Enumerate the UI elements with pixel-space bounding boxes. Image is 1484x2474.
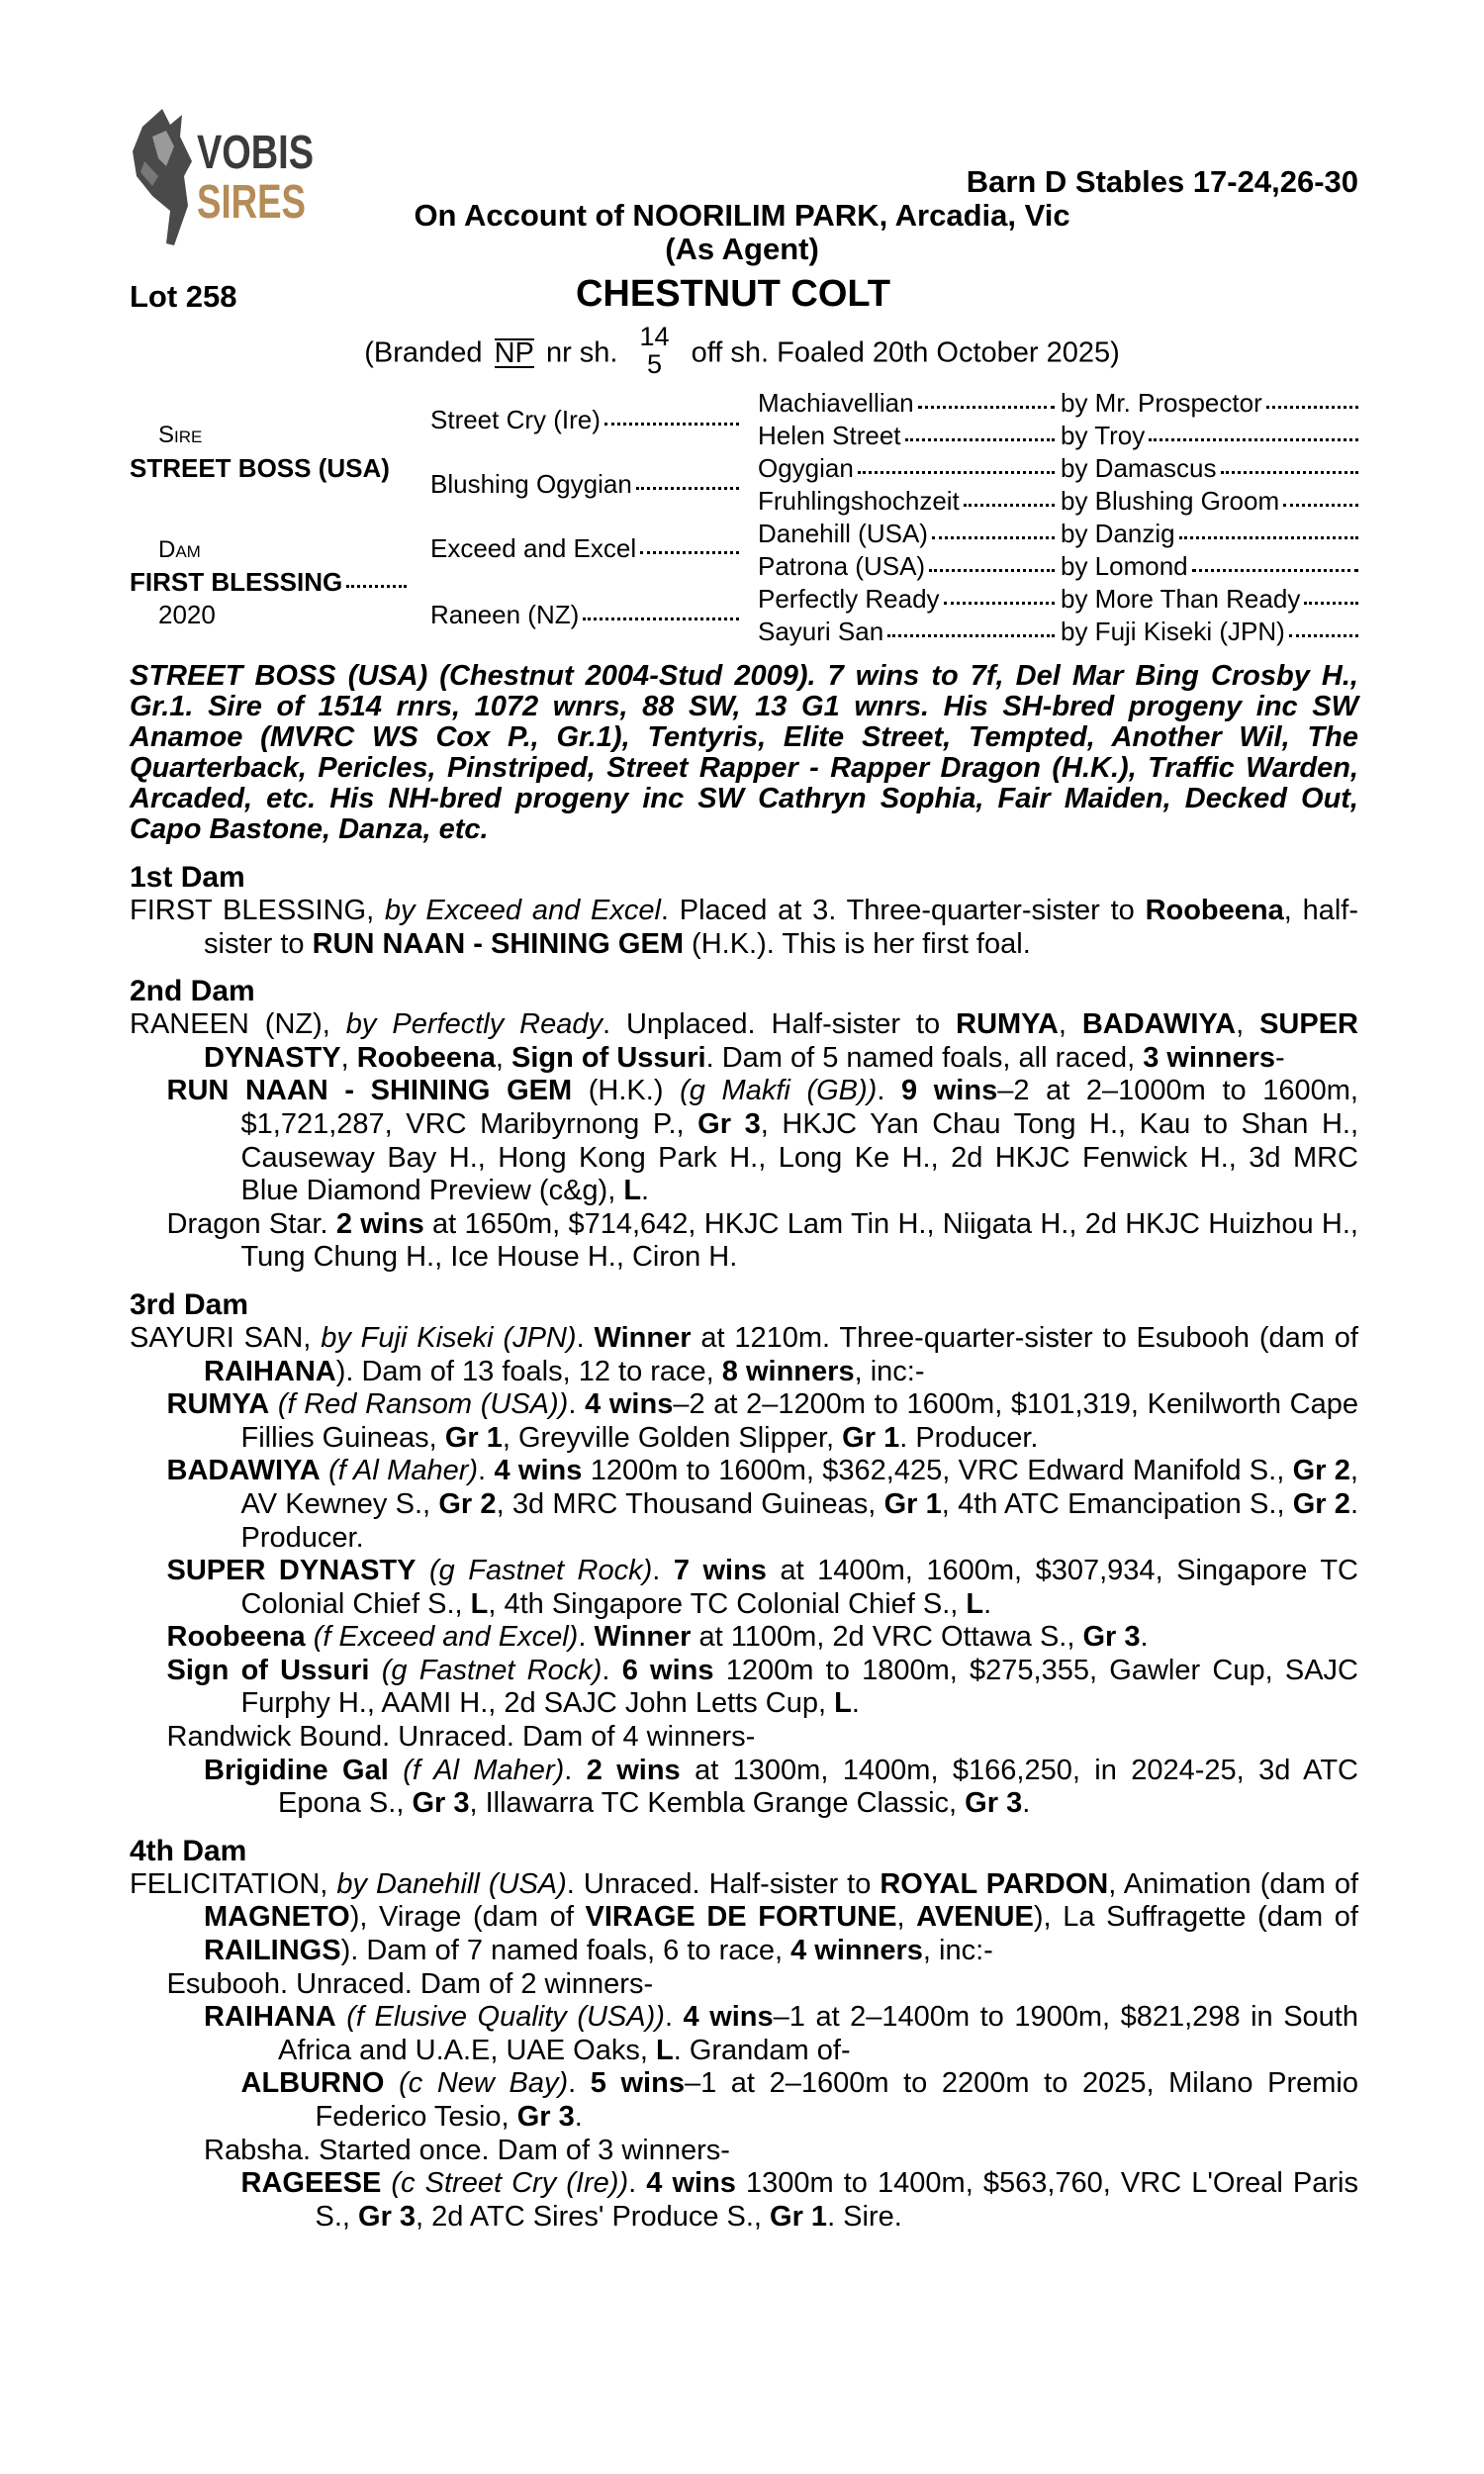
vendor-agent: (As Agent) xyxy=(665,232,819,266)
leader-dots xyxy=(1304,602,1358,605)
lineage-entry xyxy=(130,1208,1358,1275)
text xyxy=(369,1655,381,1686)
text xyxy=(385,2067,400,2099)
leader-dots xyxy=(944,602,1055,605)
bold-text: SUPER DYNASTY xyxy=(166,1555,417,1587)
bold-text: VIRAGE DE FORTUNE xyxy=(585,1901,897,1934)
bold-text: RAIHANA xyxy=(204,1355,336,1387)
bold-text: RUMYA xyxy=(166,1388,270,1421)
lineage-entry xyxy=(130,1721,1358,1755)
lineage-entry xyxy=(130,1555,1358,1621)
leader-dots xyxy=(929,569,1055,572)
text: FIRST BLESSING, xyxy=(130,895,385,926)
text: . xyxy=(628,2167,647,2200)
great-grandparent-name: Helen Street xyxy=(758,421,901,450)
bold-text: 7 wins xyxy=(673,1555,767,1587)
italic-text: by Danehill (USA) xyxy=(336,1867,567,1900)
great-grandparent-cell xyxy=(758,551,1055,581)
bold-text: RAGEESE xyxy=(240,2167,382,2200)
lineage-entry xyxy=(130,1388,1358,1455)
text: , xyxy=(495,1041,512,1074)
bold-text: 5 wins xyxy=(590,2067,685,2100)
text: . Dam of 5 named foals, all raced, xyxy=(705,1041,1144,1074)
text: Dragon Star. xyxy=(166,1207,336,1240)
text: . xyxy=(1140,1621,1149,1654)
grandparent-name: Raneen (NZ) xyxy=(430,600,580,629)
brand-mid: nr sh. xyxy=(545,336,618,369)
sire-label: Sire xyxy=(158,422,203,448)
bold-text: Gr 2 xyxy=(438,1487,497,1520)
bold-text: Winner xyxy=(594,1621,692,1654)
section-heading: 2nd Dam xyxy=(130,975,255,1008)
text xyxy=(321,1455,328,1486)
bold-text: 8 winners xyxy=(721,1355,855,1387)
grandparent-cell xyxy=(430,405,739,434)
great-grandparent-sire: by More Than Ready xyxy=(1061,584,1301,614)
great-grandparent-name: Sayuri San xyxy=(758,617,884,646)
section-heading: 3rd Dam xyxy=(130,1287,249,1321)
great-grandparent-sire-cell xyxy=(1061,486,1358,516)
bold-text: Gr 3 xyxy=(1082,1621,1141,1654)
text: , AV Kewney S., xyxy=(240,1455,1358,1520)
bold-text: RAIHANA xyxy=(204,2001,336,2034)
bold-text: 9 wins xyxy=(901,1075,998,1107)
bold-text: L xyxy=(655,2034,674,2066)
text: at 1650m, $714,642, HKJC Lam Tin H., Niigata H., 2d HKJC Huizhou H., Tung Chung H., Ice House H., Ciron H. xyxy=(240,1207,1358,1274)
lineage-entry xyxy=(130,2167,1358,2234)
text: , 2d ATC Sires' Produce S., xyxy=(416,2200,771,2233)
great-grandparent-sire-cell xyxy=(1061,453,1358,483)
text: . xyxy=(1022,1787,1031,1820)
bold-text: Gr 3 xyxy=(965,1787,1023,1820)
text: –2 at 2–1200m to 1600m, $101,319, Kenilworth Cape Fillies Guineas, xyxy=(240,1388,1358,1454)
bold-text: ALBURNO xyxy=(240,2067,385,2100)
text: at 1100m, 2d VRC Ottawa S., xyxy=(691,1621,1083,1654)
text: ). Dam of 13 foals, 12 to race, xyxy=(335,1355,722,1387)
text: –1 at 2–1400m to 1900m, $821,298 in South Africa and U.A.E, UAE Oaks, xyxy=(278,2001,1358,2066)
lot-title: CHESTNUT COLT xyxy=(575,273,891,315)
grandparent-cell xyxy=(430,469,739,499)
text: 1300m to 1400m, $563,760, VRC L'Oreal Paris S., xyxy=(315,2167,1358,2233)
lineage-entry xyxy=(130,2067,1358,2134)
text: . Unplaced. Half-sister to xyxy=(602,1008,957,1041)
bold-text: 3 winners xyxy=(1143,1041,1276,1074)
italic-text: (f Elusive Quality (USA)) xyxy=(346,2001,665,2034)
italic-text: by Exceed and Excel xyxy=(384,895,661,926)
bold-text: Gr 2 xyxy=(1292,1455,1350,1487)
great-grandparent-name: Fruhlingshochzeit xyxy=(758,486,960,516)
italic-text: (f Red Ransom (USA)) xyxy=(277,1388,569,1421)
lineage-entry xyxy=(130,1455,1358,1555)
dam-cell xyxy=(130,567,407,597)
text: , xyxy=(1236,1008,1260,1041)
text: Rabsha. Started once. Dam of 3 winners- xyxy=(204,2134,730,2166)
text: FELICITATION, xyxy=(130,1867,337,1900)
lineage-entry xyxy=(130,1968,1358,2002)
text xyxy=(417,1555,430,1586)
logo-text-sires: SIRES xyxy=(197,176,306,229)
bold-text: Gr 3 xyxy=(516,2101,575,2133)
bold-text: Roobeena xyxy=(166,1621,306,1654)
great-grandparent-sire-cell xyxy=(1061,421,1358,450)
leader-dots xyxy=(918,406,1055,409)
lineage-entry xyxy=(130,1075,1358,1207)
great-grandparent-sire: by Lomond xyxy=(1061,551,1188,581)
bold-text: Gr 1 xyxy=(842,1421,900,1454)
italic-text: (c New Bay) xyxy=(399,2067,569,2100)
grandparent-name: Blushing Ogygian xyxy=(430,469,632,499)
great-grandparent-cell xyxy=(758,453,1055,483)
bold-text: L xyxy=(834,1687,852,1720)
text: . xyxy=(664,2001,684,2034)
leader-dots xyxy=(346,585,407,588)
lineage-entry xyxy=(130,1322,1358,1388)
text: , xyxy=(896,1901,917,1934)
great-grandparent-sire-cell xyxy=(1061,388,1358,418)
text: , xyxy=(340,1041,357,1074)
text: . xyxy=(851,1687,860,1720)
italic-text: (c Street Cry (Ire)) xyxy=(391,2167,629,2200)
great-grandparent-cell xyxy=(758,486,1055,516)
italic-text: (f Al Maher) xyxy=(403,1754,565,1786)
text: , inc:- xyxy=(854,1355,925,1387)
great-grandparent-sire: by Fuji Kiseki (JPN) xyxy=(1061,617,1285,646)
text: - xyxy=(1275,1041,1285,1074)
leader-dots xyxy=(858,471,1055,474)
text: . xyxy=(576,1321,595,1354)
fraction-bottom: 5 xyxy=(647,349,663,379)
text: , xyxy=(1058,1008,1082,1041)
text: . Producer. xyxy=(899,1421,1039,1454)
bold-text: 4 wins xyxy=(585,1388,674,1421)
lineage-entry xyxy=(130,1621,1358,1655)
text: . Producer. xyxy=(240,1487,1358,1554)
bold-text: 4 winners xyxy=(790,1935,923,1967)
lineage-entry xyxy=(130,895,1358,961)
text xyxy=(306,1621,314,1653)
bold-text: Gr 3 xyxy=(697,1107,761,1140)
vendor-account xyxy=(0,198,1484,234)
leader-dots xyxy=(1192,569,1358,572)
great-grandparent-name: Patrona (USA) xyxy=(758,551,926,581)
brand-fraction xyxy=(640,323,670,378)
bold-text: Sign of Ussuri xyxy=(511,1041,706,1074)
bold-text: Gr 2 xyxy=(1292,1487,1350,1520)
bold-text: 6 wins xyxy=(621,1654,714,1686)
bold-text: ROYAL PARDON xyxy=(880,1867,1109,1900)
text: . xyxy=(568,2067,591,2100)
bold-text: 4 wins xyxy=(683,2001,774,2034)
leader-dots xyxy=(583,618,739,620)
text: , half-sister to xyxy=(204,895,1358,960)
italic-text: (g Fastnet Rock) xyxy=(429,1555,653,1587)
text xyxy=(389,1755,403,1786)
text: . Placed at 3. Three-quarter-sister to xyxy=(660,895,1146,926)
leader-dots xyxy=(905,438,1055,441)
text: at 1400m, 1600m, $307,934, Singapore TC Colonial Chief S., xyxy=(240,1555,1358,1620)
lineage-entry xyxy=(130,1655,1358,1721)
brand-line xyxy=(0,322,1484,382)
bold-text: 4 wins xyxy=(494,1455,583,1487)
lineage-entry xyxy=(130,2135,1358,2168)
grandparent-name: Exceed and Excel xyxy=(430,533,637,563)
leader-dots xyxy=(887,634,1055,637)
leader-dots xyxy=(640,551,739,554)
great-grandparent-sire: by Troy xyxy=(1061,421,1146,450)
bold-text: Sign of Ussuri xyxy=(166,1654,370,1686)
text: 1200m to 1600m, $362,425, VRC Edward Manifold S., xyxy=(582,1455,1293,1487)
bold-text: SUPER DYNASTY xyxy=(204,1008,1358,1074)
text xyxy=(269,1388,278,1420)
bold-text: L xyxy=(470,1587,489,1620)
leader-dots xyxy=(1221,471,1359,474)
text: (H.K.). This is her first foal. xyxy=(683,927,1031,960)
great-grandparent-name: Machiavellian xyxy=(758,388,914,418)
text: SAYURI SAN, xyxy=(130,1321,322,1354)
sire-biography: STREET BOSS (USA) (Chestnut 2004-Stud 2009). 7 wins to 7f, Del Mar Bing Crosby H., Gr.1. Sire of 1514 rnrs, 1072 wnrs, 88 SW, 13 G1 wnrs. His SH-bred progeny inc SW Anamoe (MVRC WS Cox P., Gr.1), Tentyris, Elite Street, Tempted, Another Wil, The Quarterback, Pericles, Pinstriped, Street Rapper - Rapper Dragon (H.K.), Traffic Warden, Arcaded, etc. His NH-bred progeny inc SW Cathryn Sophia, Fair Maiden, Decked Out, Capo Bastone, Danza, etc. xyxy=(130,660,1358,845)
bold-text: AVENUE xyxy=(916,1901,1034,1934)
brand-suffix: off sh. Foaled 20th October 2025) xyxy=(691,336,1120,369)
bold-text: Gr 1 xyxy=(770,2200,828,2233)
text: . xyxy=(983,1587,992,1620)
great-grandparent-cell xyxy=(758,519,1055,548)
bold-text: RUN NAAN - SHINING GEM xyxy=(166,1075,573,1107)
grandparent-name: Street Cry (Ire) xyxy=(430,405,601,434)
text: –1 at 2–1600m to 2200m to 2025, Milano Premio Federico Tesio, xyxy=(315,2067,1358,2133)
dam-label: Dam xyxy=(158,536,201,563)
text: , 4th Singapore TC Colonial Chief S., xyxy=(488,1587,967,1620)
italic-text: by Fuji Kiseki (JPN) xyxy=(321,1321,577,1354)
bold-text: MAGNETO xyxy=(204,1901,350,1934)
brand-prefix: (Branded xyxy=(364,336,483,369)
brand-mark: NP xyxy=(494,336,534,369)
sire-name: STREET BOSS (USA) xyxy=(130,453,390,483)
text: , HKJC Yan Chau Tong H., Kau to Shan H., Causeway Bay H., Hong Kong Park H., Long Ke H., 2d HKJC Fenwick H., 3d MRC Blue Diamond Preview (c&g), xyxy=(240,1107,1359,1207)
bold-text: Gr 3 xyxy=(412,1787,470,1820)
text: (H.K.) xyxy=(572,1075,681,1107)
great-grandparent-cell xyxy=(758,584,1055,614)
text: ), La Suffragette (dam of xyxy=(1033,1901,1358,1934)
text: Randwick Bound. Unraced. Dam of 4 winners- xyxy=(166,1721,756,1754)
bold-text: RAILINGS xyxy=(204,1935,341,1967)
text: RANEEN (NZ), xyxy=(130,1008,346,1041)
leader-dots xyxy=(1179,536,1358,539)
text: ), Virage (dam of xyxy=(349,1901,586,1934)
bold-text: Roobeena xyxy=(1145,895,1284,926)
lineage-entry xyxy=(130,1868,1358,1968)
text: . Grandam of- xyxy=(673,2034,851,2066)
bold-text: Winner xyxy=(594,1321,692,1354)
bold-text: Roobeena xyxy=(356,1041,496,1074)
lineage-entry xyxy=(130,1755,1358,1821)
italic-text: by Perfectly Ready xyxy=(345,1008,603,1041)
leader-dots xyxy=(1289,634,1358,637)
text: . xyxy=(568,1388,586,1421)
bold-text: Gr 1 xyxy=(444,1421,503,1454)
great-grandparent-name: Perfectly Ready xyxy=(758,584,940,614)
italic-text: (g Fastnet Rock) xyxy=(381,1654,603,1686)
great-grandparent-sire: by Danzig xyxy=(1061,519,1175,548)
great-grandparent-sire-cell xyxy=(1061,584,1358,614)
great-grandparent-sire: by Damascus xyxy=(1061,453,1217,483)
text: Esubooh. Unraced. Dam of 2 winners- xyxy=(166,1967,654,2000)
barn-location: Barn D Stables 17-24,26-30 xyxy=(966,164,1358,199)
dam-name: FIRST BLESSING xyxy=(130,567,343,597)
text: . xyxy=(478,1455,495,1487)
text: , 3d MRC Thousand Guineas, xyxy=(496,1487,884,1520)
great-grandparent-name: Ogygian xyxy=(758,453,854,483)
text: , inc:- xyxy=(922,1935,993,1967)
bold-text: BADAWIYA xyxy=(1081,1008,1237,1041)
great-grandparent-cell xyxy=(758,617,1055,646)
bold-text: Gr 1 xyxy=(883,1487,942,1520)
bold-text: 2 wins xyxy=(586,1754,681,1786)
dam-year: 2020 xyxy=(158,600,216,629)
text xyxy=(336,2001,347,2033)
great-grandparent-sire-cell xyxy=(1061,519,1358,548)
great-grandparent-cell xyxy=(758,388,1055,418)
great-grandparent-cell xyxy=(758,421,1055,450)
text: at 1300m, 1400m, $166,250, in 2024-25, 3d ATC Epona S., xyxy=(278,1754,1358,1820)
text: . xyxy=(602,1654,622,1686)
leader-dots xyxy=(604,423,739,426)
italic-text: (f Exceed and Excel) xyxy=(313,1621,579,1654)
bold-text: 2 wins xyxy=(335,1207,424,1240)
lineage-entry xyxy=(130,1008,1358,1075)
text: at 1210m. Three-quarter-sister to Esubooh (dam of xyxy=(691,1321,1358,1354)
text: , Illawarra TC Kembla Grange Classic, xyxy=(469,1787,966,1820)
bold-text: 4 wins xyxy=(646,2167,736,2200)
lineage-entry xyxy=(130,2001,1358,2067)
italic-text: (f Al Maher) xyxy=(328,1455,479,1487)
fraction-top: 14 xyxy=(639,322,670,351)
text: ). Dam of 7 named foals, 6 to race, xyxy=(340,1935,791,1967)
great-grandparent-name: Danehill (USA) xyxy=(758,519,928,548)
bold-text: Gr 3 xyxy=(358,2200,417,2233)
text: –2 at 2–1000m to 1600m, $1,721,287, VRC Maribyrnong P., xyxy=(240,1075,1358,1140)
great-grandparent-sire: by Mr. Prospector xyxy=(1061,388,1262,418)
section-heading: 4th Dam xyxy=(130,1834,247,1867)
great-grandparent-sire: by Blushing Groom xyxy=(1061,486,1280,516)
text: . xyxy=(652,1555,674,1587)
text: 1200m to 1800m, $275,355, Gawler Cup, SAJC Furphy H., AAMI H., 2d SAJC John Letts Cup, xyxy=(240,1654,1358,1720)
leader-dots xyxy=(636,487,739,490)
text: . Sire. xyxy=(827,2200,902,2233)
text: . xyxy=(578,1621,595,1654)
text: . xyxy=(564,1754,587,1786)
text: . xyxy=(641,1175,650,1207)
bold-text: RUN NAAN - SHINING GEM xyxy=(312,927,684,960)
text xyxy=(381,2167,391,2199)
dam-lineage xyxy=(130,861,1358,2234)
leader-dots xyxy=(1283,504,1358,507)
text: , 4th ATC Emancipation S., xyxy=(941,1487,1293,1520)
logo-text-vobis: VOBIS xyxy=(197,127,314,179)
grandparent-cell xyxy=(430,533,739,563)
bold-text: L xyxy=(966,1587,984,1620)
section-heading: 1st Dam xyxy=(130,861,245,894)
text: , Greyville Golden Slipper, xyxy=(502,1421,843,1454)
bold-text: BADAWIYA xyxy=(166,1455,321,1487)
grandparent-cell xyxy=(430,600,739,629)
italic-text: (g Makfi (GB)) xyxy=(680,1075,878,1107)
bold-text: RUMYA xyxy=(956,1008,1059,1041)
lot-number: Lot 258 xyxy=(130,279,237,314)
great-grandparent-sire-cell xyxy=(1061,617,1358,646)
bold-text: L xyxy=(623,1175,642,1207)
text: . xyxy=(877,1075,901,1107)
leader-dots xyxy=(1149,438,1358,441)
bold-text: Brigidine Gal xyxy=(204,1754,389,1786)
text: . xyxy=(574,2101,583,2133)
leader-dots xyxy=(932,536,1055,539)
text: . Unraced. Half-sister to xyxy=(566,1867,881,1900)
leader-dots xyxy=(1266,406,1358,409)
great-grandparent-sire-cell xyxy=(1061,551,1358,581)
leader-dots xyxy=(964,504,1055,507)
text: , Animation (dam of xyxy=(1108,1867,1359,1900)
vendor-account-text: On Account of NOORILIM PARK, Arcadia, Vic xyxy=(414,198,1070,233)
